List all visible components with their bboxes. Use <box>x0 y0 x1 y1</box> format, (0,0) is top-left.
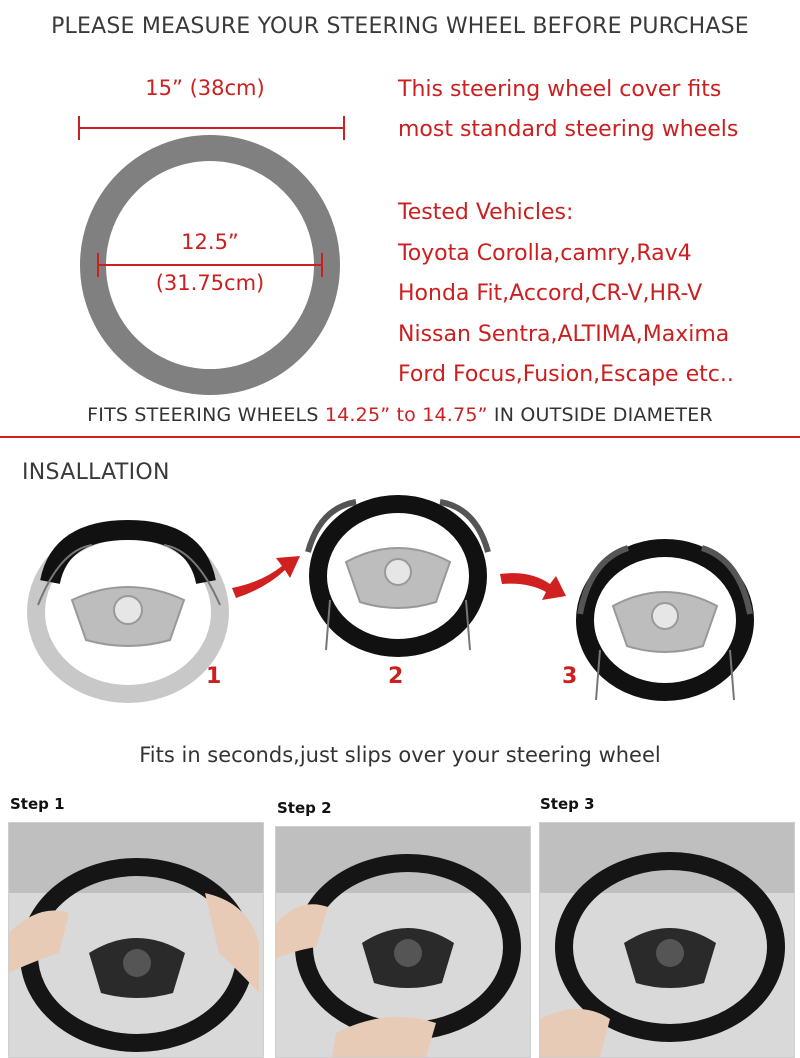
diameter-range-value: 14.25” to 14.75” <box>324 404 488 426</box>
install-wheel-2 <box>308 502 488 650</box>
step-label: Step 2 <box>277 799 332 817</box>
tested-vehicles <box>398 193 798 396</box>
install-step-number: 3 <box>562 664 578 689</box>
step-photo-3 <box>539 822 795 1058</box>
step-photo-1 <box>8 822 264 1058</box>
arrow-icon <box>232 556 300 598</box>
inner-diameter-cm: (31.75cm) <box>155 271 265 295</box>
outer-diameter-label: 15” (38cm) <box>145 76 265 100</box>
step-photo-2 <box>275 826 531 1058</box>
vehicle-item: Nissan Sentra,ALTIMA,Maxima <box>398 321 730 347</box>
vehicle-item: Ford Focus,Fusion,Escape etc.. <box>398 362 734 387</box>
installation-diagram <box>0 490 800 730</box>
arrow-icon <box>500 573 566 600</box>
tagline: Fits in seconds,just slips over your steering wheel <box>139 743 661 767</box>
step-label: Step 1 <box>10 795 65 813</box>
step-label: Step 3 <box>540 795 595 813</box>
vehicle-item: Honda Fit,Accord,CR-V,HR-V <box>398 281 703 306</box>
install-step-number: 1 <box>206 664 222 689</box>
fit-line: This steering wheel cover fits <box>398 77 722 102</box>
tested-heading: Tested Vehicles: <box>398 200 574 225</box>
section-divider <box>0 436 800 438</box>
page-title: PLEASE MEASURE YOUR STEERING WHEEL BEFORE PURCHASE <box>51 14 749 39</box>
diameter-range: FITS STEERING WHEELS 14.25” to 14.75” IN OUTSIDE DIAMETER <box>87 404 713 426</box>
inner-diameter-inches: 12.5” <box>181 230 239 254</box>
fit-description <box>398 70 798 150</box>
installation-title: INSALLATION <box>22 460 170 485</box>
vehicle-item: Toyota Corolla,camry,Rav4 <box>398 240 692 266</box>
install-wheel-3 <box>580 548 750 700</box>
install-step-number: 2 <box>388 664 404 689</box>
install-wheel-1 <box>36 530 220 694</box>
fit-line: most standard steering wheels <box>398 117 739 142</box>
steering-wheel-diagram <box>60 100 370 410</box>
